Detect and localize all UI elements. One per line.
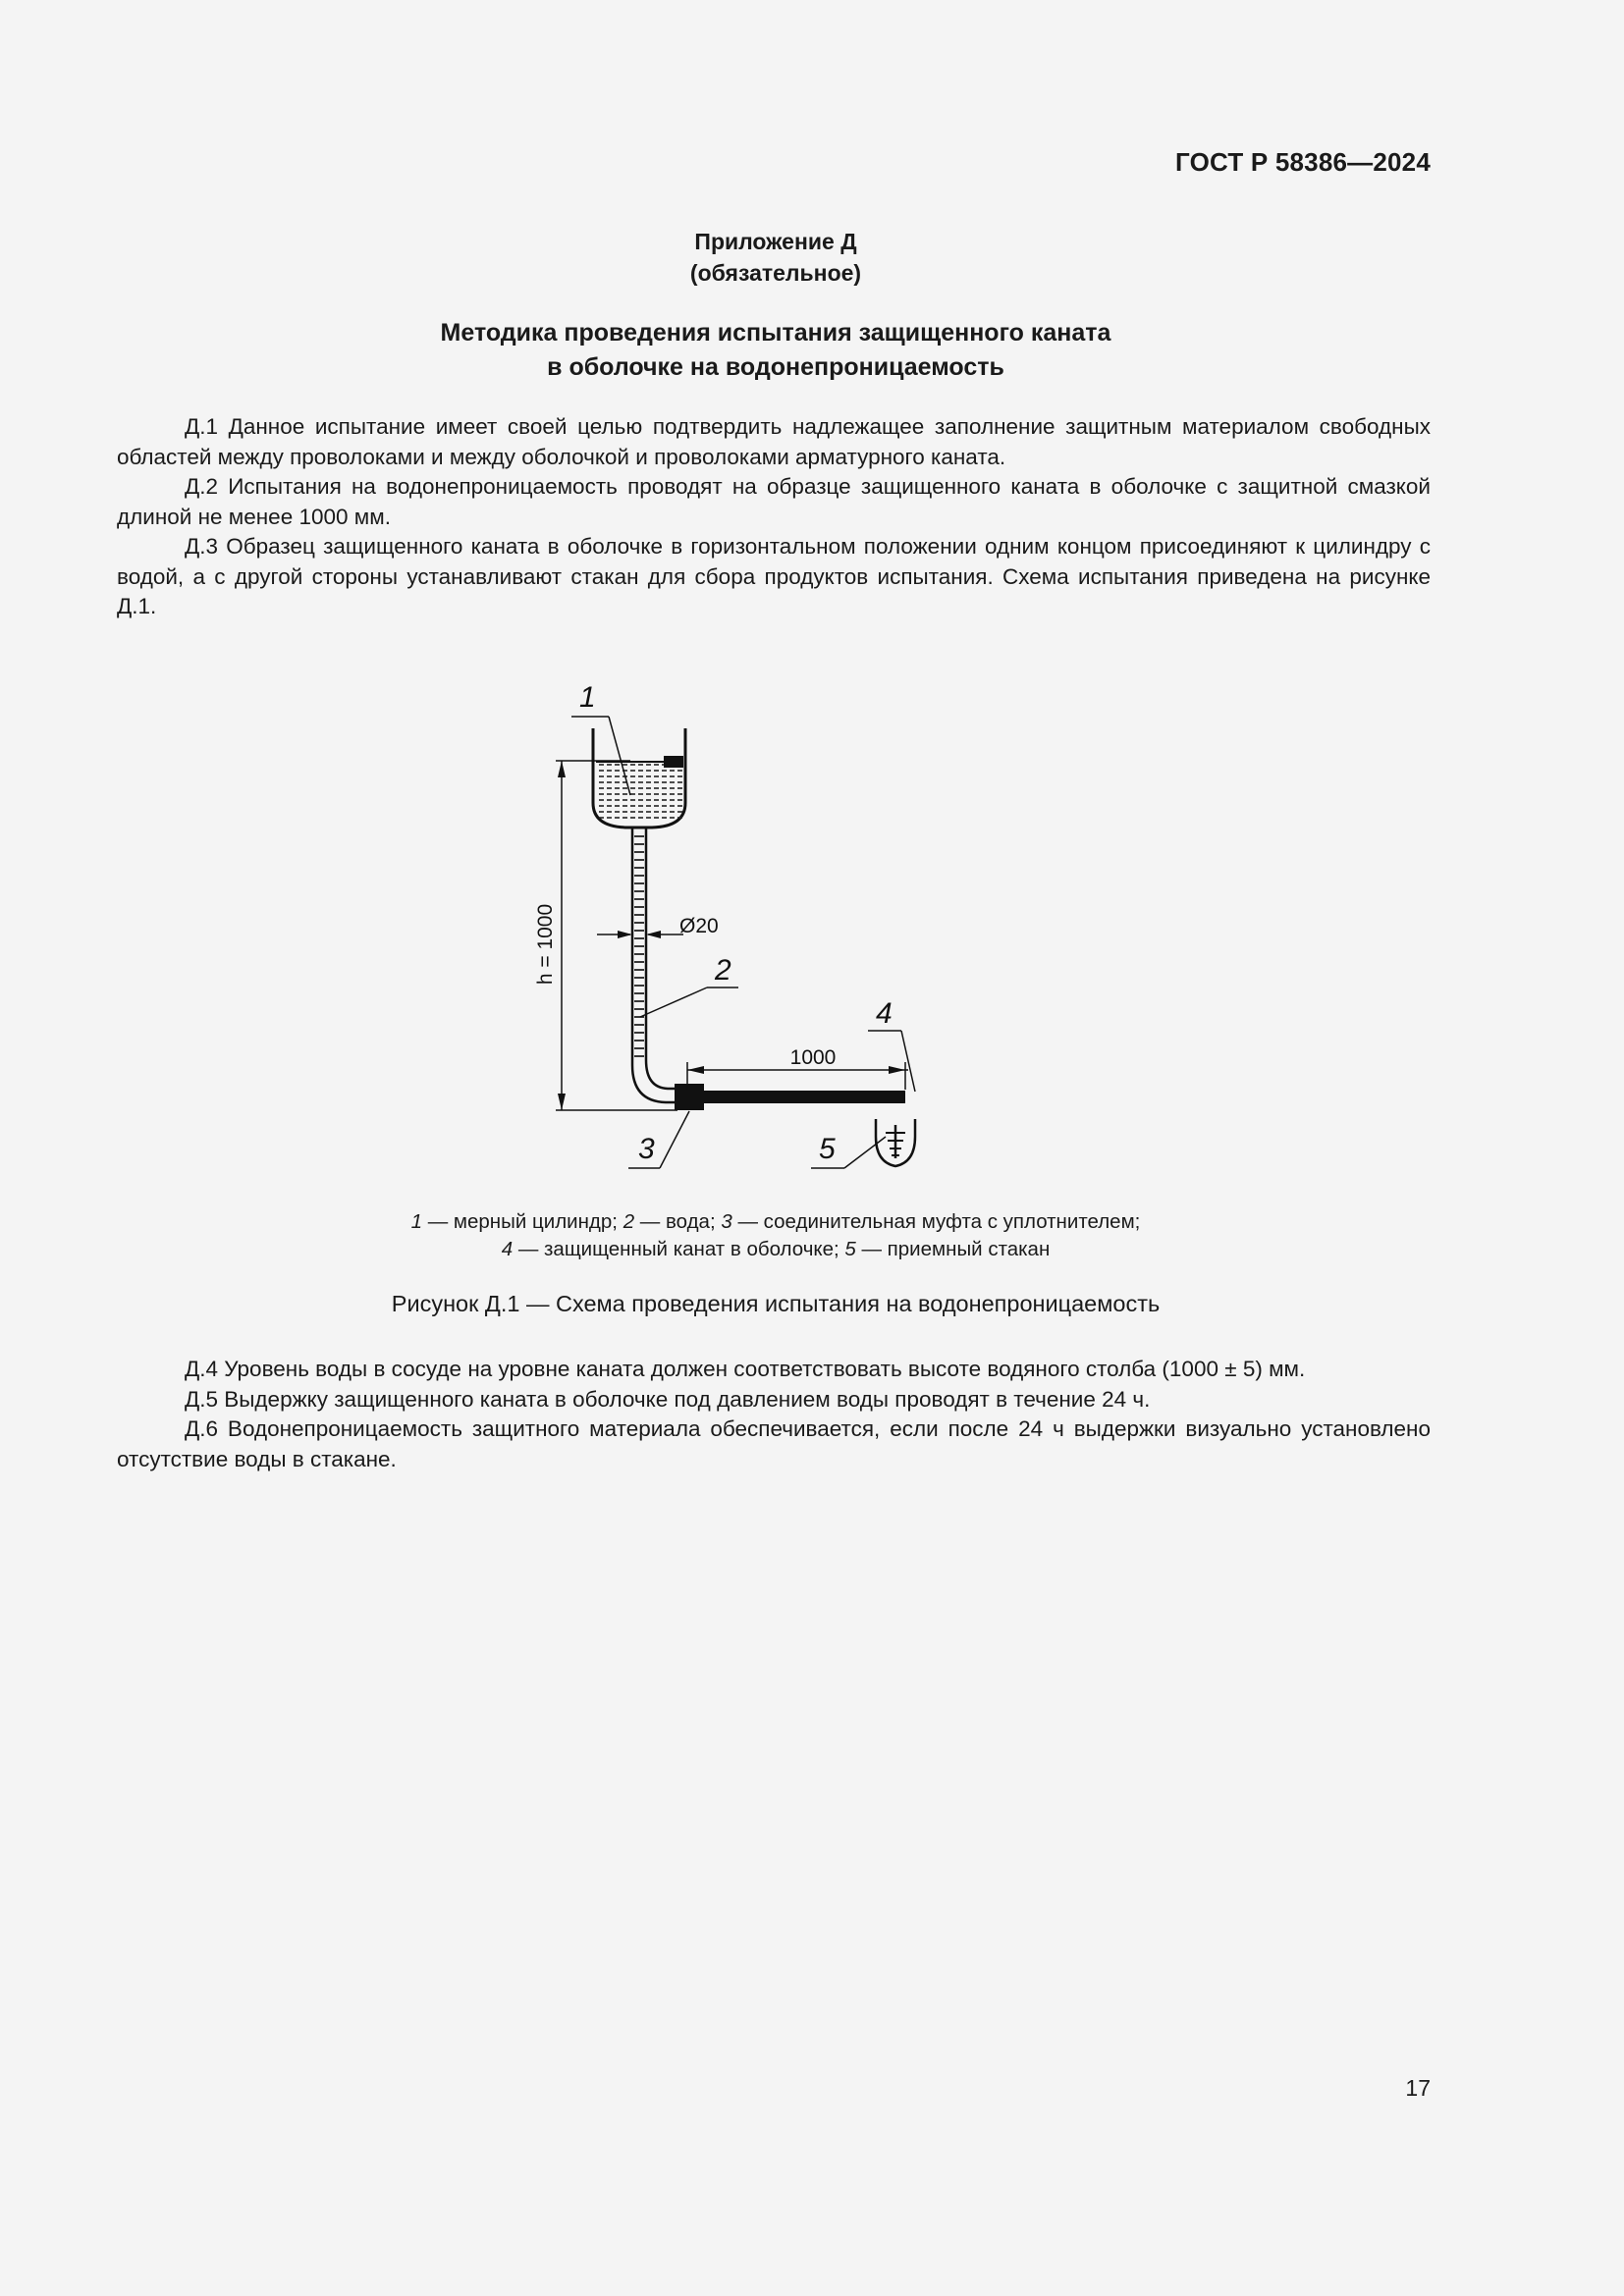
legend-line2 — [0, 1236, 1551, 1263]
height-label: h = 1000 — [534, 903, 557, 986]
callout-2 — [640, 954, 738, 1017]
legend-text-5: — приемный стакан — [855, 1238, 1051, 1260]
appendix-status: (обязательное) — [689, 260, 862, 286]
paragraph-d2-text: Д.2 Испытания на водонепроницаемость проводят на образце защищенного каната в оболочке с защитной смазкой длиной не менее 1000 мм. — [117, 474, 1431, 529]
appendix-title: Приложение Д — [694, 229, 857, 254]
length-label: 1000 — [789, 1046, 837, 1069]
body-text-bottom — [117, 1355, 1431, 1474]
paragraph-d4-text: Д.4 Уровень воды в сосуде на уровне каната должен соответствовать высоте водяного столба (1000 ± 5) мм. — [185, 1357, 1306, 1381]
body-text-top — [117, 412, 1431, 622]
paragraph-d5 — [117, 1385, 1431, 1415]
paragraph-d1-text: Д.1 Данное испытание имеет своей целью подтвердить надлежащее заполнение защитным материалом свободных областей между проволоками и между оболочкой и проволоками арматурного каната. — [117, 414, 1431, 469]
diameter-dimension — [597, 915, 719, 938]
paragraph-d3-text: Д.3 Образец защищенного каната в оболочке в горизонтальном положении одним концом присоединяют к цилиндру с водой, а с другой стороны устанавливают стакан для сбора продуктов испытания. Схема испытания приведена на рисунке Д.1. — [117, 534, 1431, 618]
diameter-label: Ø20 — [679, 915, 719, 937]
callout-4 — [868, 997, 915, 1092]
paragraph-d5-text: Д.5 Выдержку защищенного каната в оболочке под давлением воды проводят в течение 24 ч. — [185, 1386, 1151, 1412]
callout-5 — [811, 1133, 886, 1168]
water-in-cylinder — [596, 762, 682, 823]
legend-num-2: 2 — [623, 1210, 635, 1233]
receiving-cup — [876, 1119, 915, 1166]
water-tube — [632, 828, 677, 1102]
paragraph-d6 — [117, 1415, 1431, 1474]
section-title-line2: в оболочке на водонепроницаемость — [547, 353, 1004, 381]
paragraph-d6-text: Д.6 Водонепроницаемость защитного материала обеспечивается, если после 24 ч выдержки визуально установлено отсутствие воды в стакане. — [117, 1416, 1431, 1471]
length-dimension — [687, 1046, 908, 1090]
cylinder-fitting — [664, 756, 683, 768]
sheathed-rope — [704, 1091, 905, 1103]
figure-legend — [0, 1208, 1551, 1263]
appendix-heading — [0, 226, 1551, 289]
callout-1-label: 1 — [579, 681, 596, 714]
measuring-cylinder — [593, 728, 685, 828]
paragraph-d1 — [117, 412, 1431, 472]
standard-code: ГОСТ Р 58386—2024 — [1175, 147, 1431, 177]
legend-text-4: — защищенный канат в оболочке; — [513, 1238, 845, 1260]
legend-num-5: 5 — [844, 1238, 856, 1260]
paragraph-d2 — [117, 472, 1431, 532]
coupling-sleeve — [675, 1084, 704, 1110]
legend-text-2: — вода; — [634, 1210, 722, 1233]
callout-2-label: 2 — [715, 954, 731, 987]
callout-4-label: 4 — [876, 997, 893, 1030]
section-heading — [0, 316, 1551, 385]
section-title-line1: Методика проведения испытания защищенного каната — [440, 319, 1111, 347]
callout-5-label: 5 — [819, 1133, 836, 1165]
legend-num-4: 4 — [501, 1238, 514, 1260]
paragraph-d4 — [117, 1355, 1431, 1385]
legend-num-1: 1 — [410, 1210, 423, 1233]
legend-text-3: — соединительная муфта с уплотнителем; — [731, 1210, 1141, 1233]
test-scheme-figure — [520, 667, 1031, 1188]
page-number: 17 — [1405, 2075, 1431, 2101]
legend-line1 — [0, 1208, 1551, 1236]
callout-3-label: 3 — [638, 1133, 655, 1165]
legend-num-3: 3 — [721, 1210, 732, 1233]
callout-3 — [628, 1111, 689, 1168]
figure-caption: Рисунок Д.1 — Схема проведения испытания на водонепроницаемость — [391, 1291, 1161, 1316]
test-scheme-drawing — [520, 667, 1031, 1188]
paragraph-d3 — [117, 532, 1431, 622]
legend-text-1: — мерный цилиндр; — [422, 1210, 623, 1233]
